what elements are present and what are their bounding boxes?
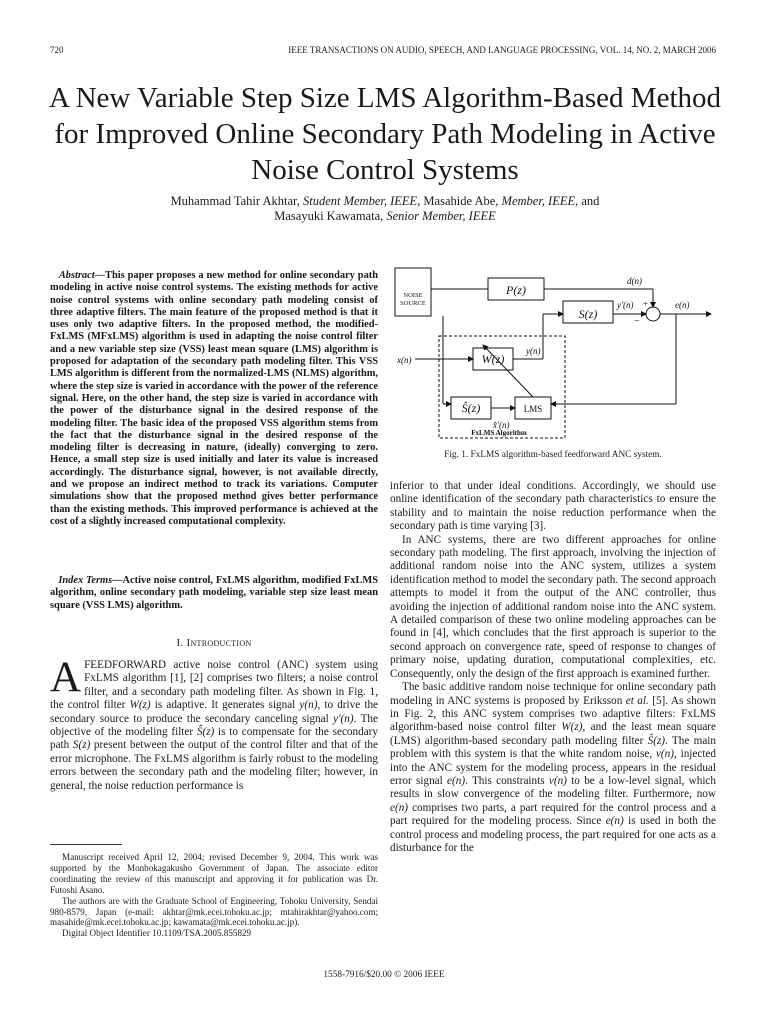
sz-label: S(z) — [578, 307, 598, 321]
index-terms — [50, 575, 378, 612]
math-y: y(n) — [299, 699, 318, 712]
index-terms-text: Active noise control, FxLMS algorithm, modified FxLMS algorithm, online secondary path modeling, variable step size least mean square (VSS LMS) algorithm. — [50, 575, 378, 611]
footnote-manuscript: Manuscript received April 12, 2004; revised December 9, 2004. This work was supported by the Monbokagakusho Government of Japan. The associate editor coordinating the review of this manuscript and approving it for publication was Dr. Futoshi Asano. — [50, 852, 378, 895]
body-text: , injected into the ANC system for the modeling process, appears in the residual error signal — [390, 748, 716, 787]
footnotes — [50, 852, 378, 939]
body-paragraph: inferior to that under ideal conditions. Accordingly, we should use online identification of the secondary path characteristics to ensure the stability and to maintain the noise reduction performance when the secondary path is time varying [3]. — [390, 480, 716, 533]
math-s-hat: Ŝ(z) — [196, 726, 215, 739]
math-e: e(n) — [447, 774, 466, 787]
body-text: . This constraints — [465, 774, 549, 787]
drop-cap: A — [50, 654, 82, 701]
intro-paragraph — [50, 654, 379, 793]
math-v: v(n) — [548, 774, 567, 787]
copyright-footer: 1558-7916/$20.00 © 2006 IEEE — [323, 970, 445, 980]
author-3-name: Masayuki Kawamata, — [274, 209, 384, 223]
math-e: e(n) — [390, 801, 409, 814]
intro-text: present between the output of the control filter and that of the error microphone. The FxLMS algorithm is fairly robust to the modeling errors between the secondary path and the modeling filter; however, in general, the noise reduction performance is — [50, 739, 378, 792]
wz-label: W(z) — [481, 352, 505, 366]
body-text: [5]. As shown in Fig. 2, this ANC system comprises two adaptive filters: FxLMS algorithm-based noise control filter — [390, 694, 716, 734]
section-heading: I. Introduction — [176, 637, 252, 649]
math-s: S(z) — [72, 739, 91, 752]
author-list: Muhammad Tahir Akhtar, Student Member, IEEE, Masahide Abe, Member, IEEE, and Masayuki Kawamata, Senior Member, IEEE — [170, 194, 600, 223]
page-number: 720 — [50, 45, 64, 55]
pz-label: P(z) — [506, 283, 526, 297]
author-2-name: Masahide Abe, — [423, 194, 499, 208]
abstract — [50, 270, 378, 528]
author-3-role: Senior Member, IEEE — [386, 209, 496, 223]
yn-label: y(n) — [526, 346, 541, 356]
body-text: . The main problem with this system is that the white random noise, — [390, 734, 717, 761]
abstract-text: This paper proposes a new method for online secondary path modeling in active noise control systems. The existing methods for active noise control systems with online secondary path modeling consist of three adaptive filters. The main feature of the proposed method is that it uses only two adaptive filters. In the proposed method, the modified-FxLMS (MFxLMS) algorithm is used in adapting the noise control filter and a new variable step size (VSS) least mean square (LMS) algorithm is proposed for adaptation of the secondary path modeling filter. This VSS LMS algorithm is different from the normalized-LMS (NLMS) algorithm, where the step size is varied in accordance with the power of the reference signal. Here, on the other hand, the step size is varied in accordance with the power of the disturbance signal in the desired response of the modeling filter. The basic idea of the proposed VSS algorithm stems from the fact that the disturbance signal in the desired response of the modeling filter is decreasing in nature, (ideally) converging to zero. Hence, a small step size is used initially and later its value is increased accordingly. The disturbance signal, however, is not available directly, and we propose an indirect method to track its variations. Computer simulations show that the proposed method gives better performance than the existing methods. This improved performance is achieved at the cost of a slightly increased computational complexity. — [50, 270, 378, 527]
noise-source-label-1: NOISE — [403, 292, 423, 299]
summing-junction — [646, 307, 660, 321]
dn-label: d(n) — [627, 276, 642, 286]
footnote-rule — [50, 844, 122, 845]
xpn-label: x̂′(n) — [493, 420, 510, 430]
en-label: e(n) — [675, 300, 690, 310]
body-text: , and the least mean square (LMS) algorithm-based secondary path modeling filter — [390, 721, 717, 747]
footnote-affiliation: The authors are with the Graduate School of Engineering, Tohoku University, Sendai 980-8579, Japan (e-mail: akhtar@mk.ecei.tohoku.ac.jp; mtahirakhtar@yahoo.com; masahide@mk.ecei.tohoku.ac.jp; kawamata@mk.ecei.tohoku.ac.jp). — [50, 895, 378, 928]
figure-caption: Fig. 1. FxLMS algorithm-based feedforward ANC system. — [444, 450, 662, 460]
math-s-hat: Ŝ(z) — [647, 734, 666, 747]
abstract-label: Abstract— — [58, 270, 106, 281]
index-terms-label: Index Terms— — [58, 575, 123, 586]
math-v: v(n) — [655, 748, 674, 761]
math-w: W(z) — [561, 721, 583, 734]
author-and: and — [581, 194, 600, 208]
ypn-label: y′(n) — [617, 300, 634, 310]
footnote-doi: Digital Object Identifier 10.1109/TSA.2005.855829 — [62, 928, 252, 939]
minus-sign: − — [634, 316, 640, 327]
shat-label: Ŝ(z) — [461, 401, 481, 415]
intro-text: is adaptive. It generates signal — [150, 699, 300, 712]
intro-text: is to compensate for the secondary path — [50, 726, 378, 752]
math-w: W(z) — [129, 699, 151, 712]
body-text: is used in both the control process and modeling process, the part required for one acts as a disturbance for the — [390, 815, 716, 854]
body-text: The basic additive random noise technique for online secondary path modeling in ANC systems is proposed by Eriksson — [390, 681, 716, 707]
et-al: et al. — [625, 694, 649, 707]
intro-lead-word: FEEDFORWARD — [84, 659, 167, 671]
paper-title: A New Variable Step Size LMS Algorithm-Based Method for Improved Online Secondary Path Modeling in Active Noise Control Systems — [48, 82, 722, 186]
fxlms-region-label: FxLMS Algorithm — [471, 429, 527, 437]
intro-text: , to drive the secondary source to produce the secondary canceling signal — [50, 699, 379, 725]
intro-text: active noise control (ANC) system using FxLMS algorithm [1], [2] comprises two filters; a noise control filter, and a secondary path modeling filter. As shown in Fig. 1, the control filter — [50, 659, 378, 712]
author-1-role: Student Member, IEEE — [302, 194, 418, 208]
plus-sign: + — [643, 299, 649, 309]
body-paragraph: In ANC systems, there are two different approaches for online secondary path modeling. The first approach, involving the injection of additional random noise into the ANC system, utilizes a system identification method to model the secondary path. The second approach attempts to model it from the output of the ANC controller, thus avoiding the injection of additional random noise into the ANC system. A detailed comparison of these two online modeling approaches can be found in [4], which concludes that the first approach is superior to the second approach on convergence rate, speed of response to changes of primary noise, updating duration, computational complexities, etc. Consequently, only the design of the first approach is examined further. — [390, 533, 716, 680]
math-y-prime: y′(n) — [333, 712, 354, 725]
fig1-block-diagram — [393, 257, 718, 440]
body-text: comprises two parts, a part required for the control process and a part required for the modeling process. Since — [390, 801, 716, 828]
author-2-role: Member, IEEE — [501, 194, 576, 208]
right-column-text — [390, 480, 716, 855]
lms-label: LMS — [523, 404, 543, 414]
noise-source-label-2: SOURCE — [400, 300, 426, 307]
journal-header: IEEE TRANSACTIONS ON AUDIO, SPEECH, AND LANGUAGE PROCESSING, VOL. 14, NO. 2, MARCH 2006 — [288, 45, 716, 55]
author-1-name: Muhammad Tahir Akhtar, — [170, 194, 300, 208]
xn-label: x(n) — [397, 355, 412, 365]
math-e: e(n) — [605, 815, 624, 828]
body-paragraph — [390, 681, 716, 855]
intro-text: . The objective of the modeling filter — [50, 712, 378, 739]
body-text: to be a low-level signal, which results in slow convergence of the modeling filter. Furthermore, now — [390, 774, 716, 801]
